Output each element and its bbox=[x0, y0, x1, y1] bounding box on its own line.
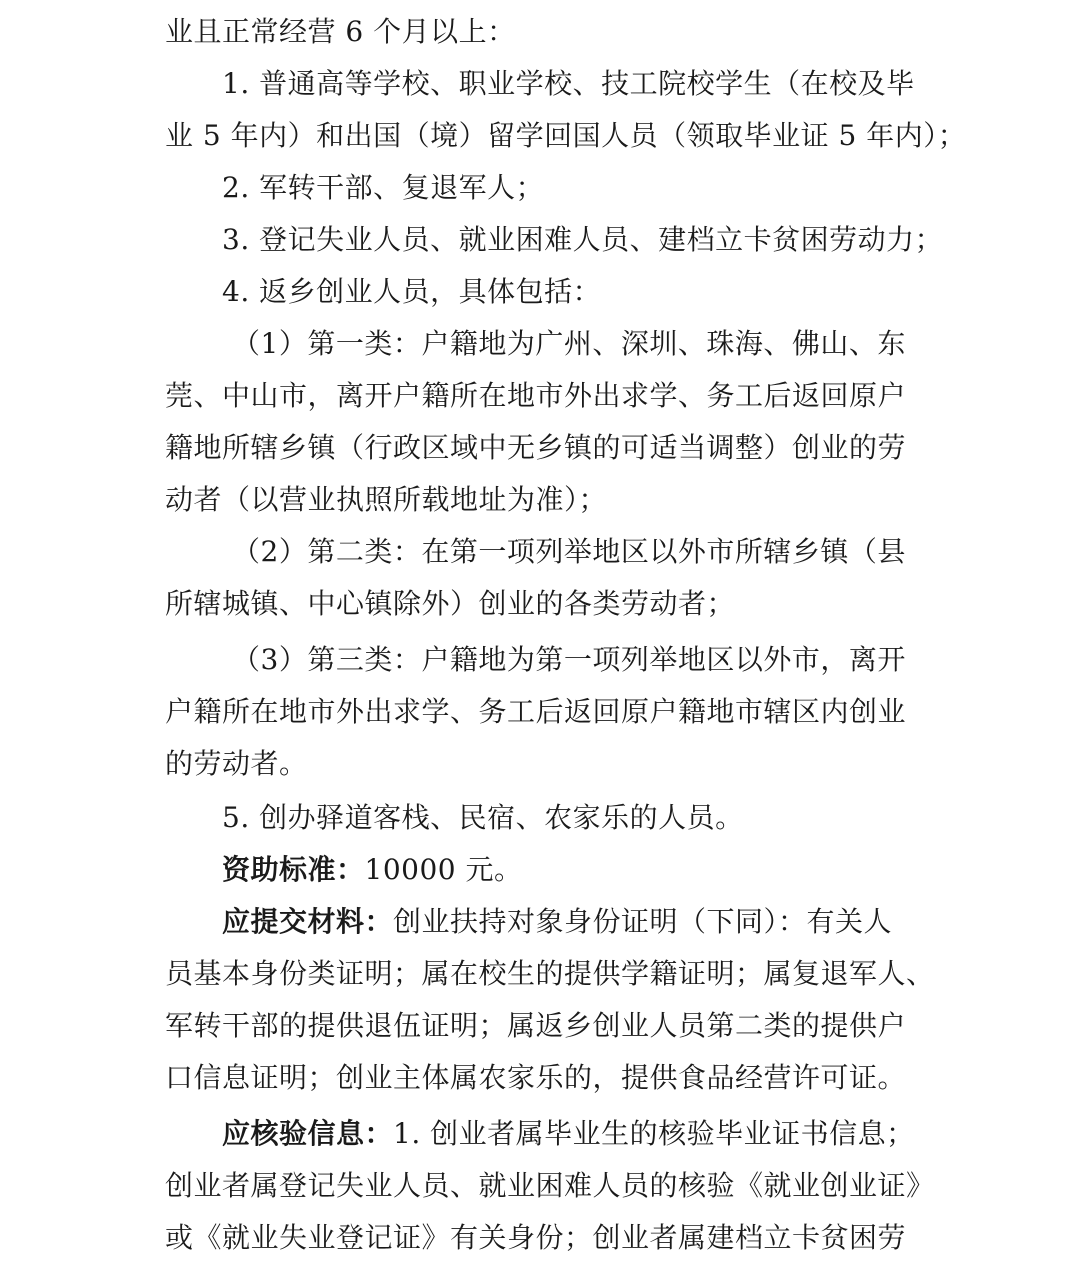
text-line: 1. 普通高等学校、职业学校、技工院校学生（在校及毕 bbox=[222, 67, 915, 100]
funding-standard-label: 资助标准： bbox=[222, 853, 365, 886]
text-line: （3）第三类：户籍地为第一项列举地区以外市，离开 bbox=[232, 643, 906, 676]
text-line: 员基本身份类证明；属在校生的提供学籍证明；属复退军人、 bbox=[165, 957, 935, 990]
text-line: 5. 创办驿道客栈、民宿、农家乐的人员。 bbox=[222, 801, 744, 834]
text-line: 口信息证明；创业主体属农家乐的，提供食品经营许可证。 bbox=[165, 1061, 907, 1094]
funding-standard-line bbox=[222, 844, 982, 896]
materials-text: 创业扶持对象身份证明（下同）：有关人 bbox=[393, 905, 893, 938]
verify-label: 应核验信息： bbox=[222, 1117, 394, 1150]
text-line: 军转干部的提供退伍证明；属返乡创业人员第二类的提供户 bbox=[165, 1009, 907, 1042]
text-line: 动者（以营业执照所载地址为准）； bbox=[165, 483, 608, 516]
materials-line bbox=[222, 896, 982, 948]
text-line: 莞、中山市，离开户籍所在地市外出求学、务工后返回原户 bbox=[165, 379, 907, 412]
text-line: 3. 登记失业人员、就业困难人员、建档立卡贫困劳动力； bbox=[222, 223, 944, 256]
verify-text: 1. 创业者属毕业生的核验毕业证书信息； bbox=[393, 1117, 915, 1150]
text-line: 业 5 年内）和出国（境）留学回国人员（领取毕业证 5 年内）； bbox=[165, 119, 967, 152]
text-line: 4. 返乡创业人员，具体包括： bbox=[222, 275, 602, 308]
text-line: 籍地所辖乡镇（行政区域中无乡镇的可适当调整）创业的劳 bbox=[165, 431, 907, 464]
text-line: 创业者属登记失业人员、就业困难人员的核验《就业创业证》 bbox=[165, 1169, 935, 1202]
text-line: 所辖城镇、中心镇除外）创业的各类劳动者； bbox=[165, 587, 736, 620]
materials-label: 应提交材料： bbox=[222, 905, 394, 938]
text-line: 的劳动者。 bbox=[165, 747, 308, 780]
verify-line bbox=[222, 1108, 982, 1160]
funding-standard-value: 10000 元。 bbox=[364, 853, 523, 886]
text-line: 户籍所在地市外出求学、务工后返回原户籍地市辖区内创业 bbox=[165, 695, 907, 728]
text-line: （1）第一类：户籍地为广州、深圳、珠海、佛山、东 bbox=[232, 327, 906, 360]
text-line: 业且正常经营 6 个月以上： bbox=[165, 15, 516, 48]
text-line: （2）第二类：在第一项列举地区以外市所辖乡镇（县 bbox=[232, 535, 906, 568]
text-line: 2. 军转干部、复退军人； bbox=[222, 171, 545, 204]
text-line: 或《就业失业登记证》有关身份；创业者属建档立卡贫困劳 bbox=[165, 1221, 907, 1254]
